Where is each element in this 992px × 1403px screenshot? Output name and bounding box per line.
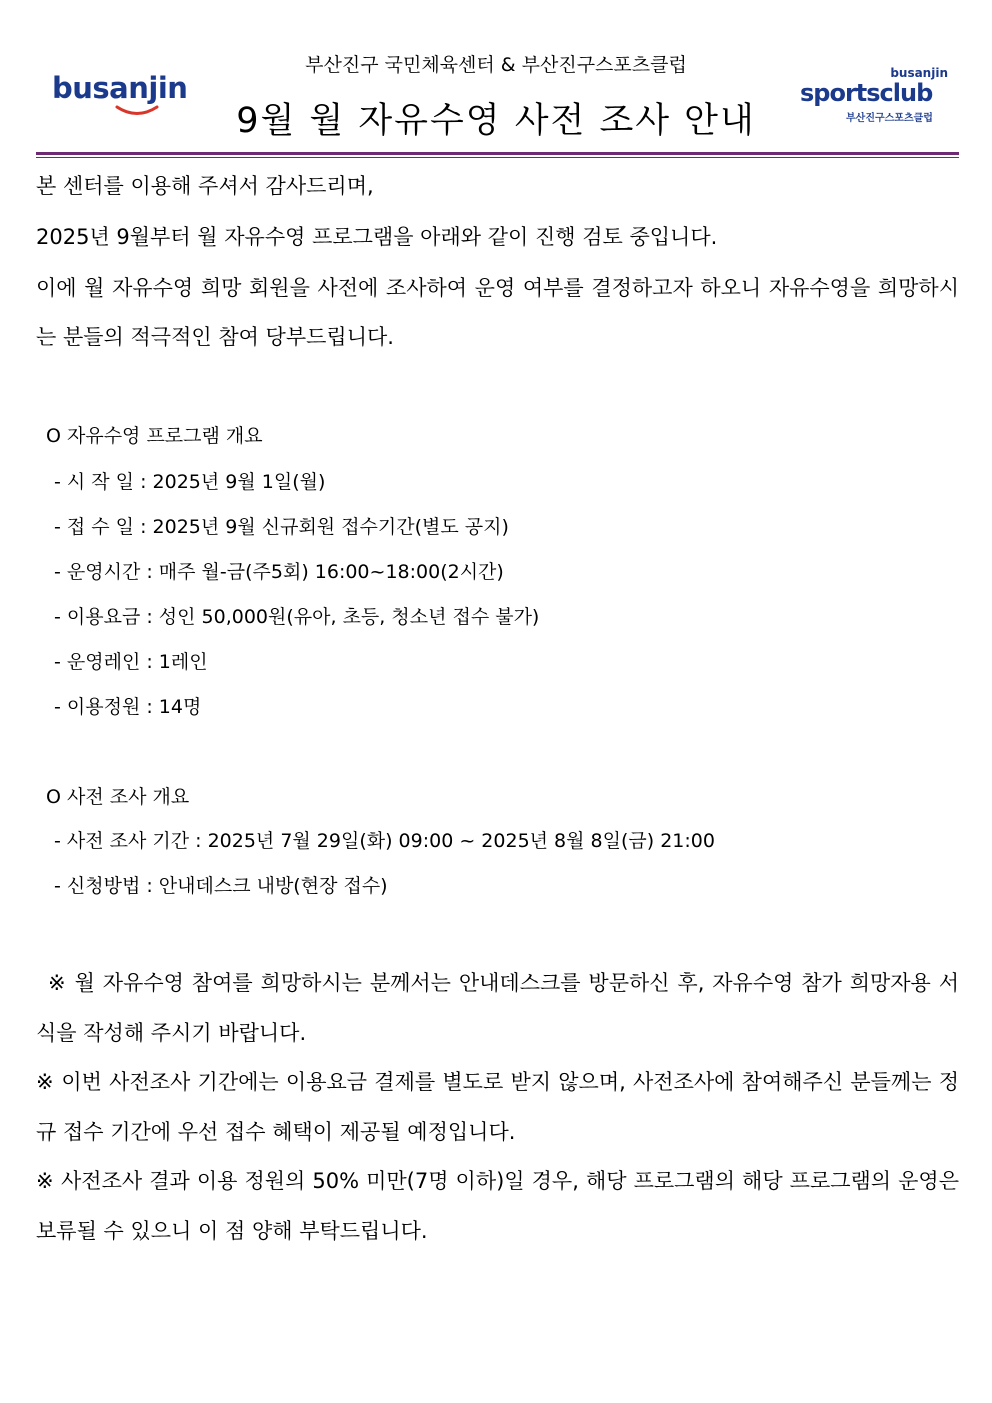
intro-line-2: 2025년 9월부터 월 자유수영 프로그램을 아래와 같이 진행 검토 중입니다. bbox=[36, 225, 718, 249]
program-item-capacity: - 이용정원 : 14명 bbox=[54, 696, 202, 718]
note-1: ※ 월 자유수영 참여를 희망하시는 분께서는 안내데스크를 방문하신 후, 자유수영 참가 희망자용 서식을 작성해 주시기 바랍니다. bbox=[36, 971, 959, 1045]
busanjin-logo-text: busanjin bbox=[52, 71, 188, 105]
program-item-fee: - 이용요금 : 성인 50,000원(유아, 초등, 청소년 접수 불가) bbox=[54, 606, 540, 628]
program-item-registration: - 접 수 일 : 2025년 9월 신규회원 접수기간(별도 공지) bbox=[54, 516, 509, 538]
program-heading: O 자유수영 프로그램 개요 bbox=[46, 425, 263, 447]
program-item-start-date: - 시 작 일 : 2025년 9월 1일(월) bbox=[54, 471, 326, 493]
sportsclub-logo-small: busanjin bbox=[890, 66, 948, 80]
page-title: 9월 월 자유수영 사전 조사 안내 bbox=[236, 101, 756, 141]
header-subtitle: 부산진구 국민체육센터 & 부산진구스포츠클럽 bbox=[305, 54, 687, 76]
document-header bbox=[0, 0, 992, 160]
sportsclub-logo-sub: 부산진구스포츠클럽 bbox=[846, 113, 933, 124]
program-item-lane: - 운영레인 : 1레인 bbox=[54, 651, 208, 673]
survey-item-method: - 신청방법 : 안내데스크 내방(현장 접수) bbox=[54, 875, 388, 897]
note-2: ※ 이번 사전조사 기간에는 이용요금 결제를 별도로 받지 않으며, 사전조사에 참여해주신 분들께는 정규 접수 기간에 우선 접수 혜택이 제공될 예정입니다. bbox=[36, 1070, 959, 1144]
survey-heading: O 사전 조사 개요 bbox=[46, 786, 190, 808]
sportsclub-logo-text: sportsclub bbox=[800, 79, 933, 107]
note-3: ※ 사전조사 결과 이용 정원의 50% 미만(7명 이하)일 경우, 해당 프로그램의 해당 프로그램의 운영은 보류될 수 있으니 이 점 양해 부탁드립니다. bbox=[36, 1169, 959, 1243]
sportsclub-logo bbox=[800, 66, 960, 126]
header-divider-thick bbox=[36, 152, 959, 155]
program-item-hours: - 운영시간 : 매주 월-금(주5회) 16:00~18:00(2시간) bbox=[54, 561, 504, 583]
intro-line-1: 본 센터를 이용해 주셔서 감사드리며, bbox=[36, 174, 374, 198]
header-divider-thin bbox=[36, 157, 959, 158]
survey-item-period: - 사전 조사 기간 : 2025년 7월 29일(화) 09:00 ~ 2025년 8월 8일(금) 21:00 bbox=[54, 830, 715, 852]
intro-line-3: 이에 월 자유수영 희망 회원을 사전에 조사하여 운영 여부를 결정하고자 하오니 자유수영을 희망하시는 분들의 적극적인 참여 당부드립니다. bbox=[36, 276, 959, 349]
